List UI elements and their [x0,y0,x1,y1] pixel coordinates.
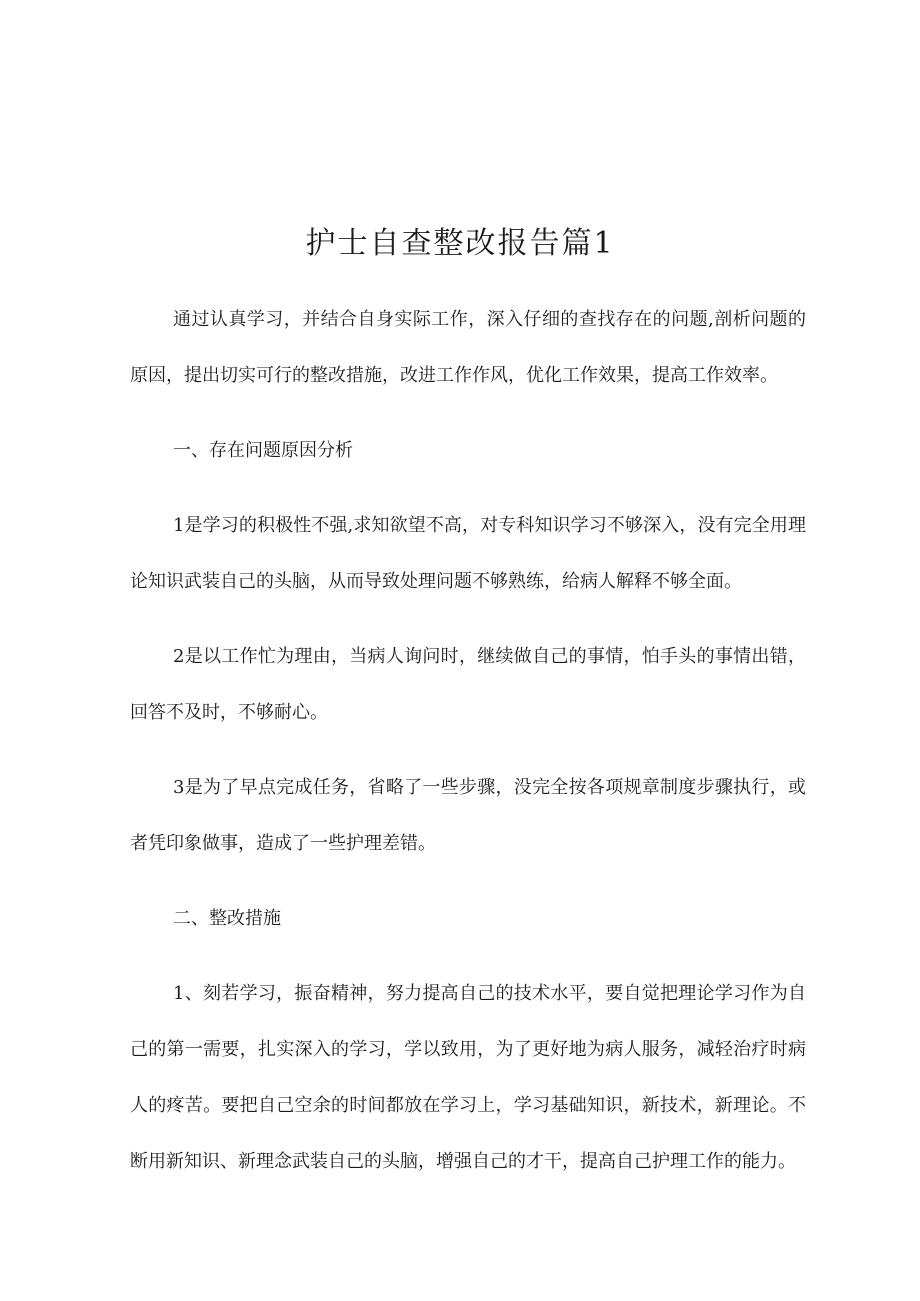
problem-item-3: 3是为了早点完成任务，省略了一些步骤，没完全按各项规章制度步骤执行，或者凭印象做事，造成了一些护理差错。 [130,777,806,854]
section-heading-measures: 二、整改措施 [173,908,281,929]
section-heading-problems: 一、存在问题原因分析 [173,440,353,461]
page-title: 护士自查整改报告篇1 [305,226,615,261]
problem-item-1: 1是学习的积极性不强,求知欲望不高，对专科知识学习不够深入，没有完全用理论知识武装自己的头脑，从而导致处理问题不够熟练，给病人解释不够全面。 [130,515,806,592]
intro-paragraph: 通过认真学习，并结合自身实际工作，深入仔细的查找存在的问题,剖析问题的原因，提出切实可行的整改措施，改进工作作风，优化工作效果，提高工作效率。 [130,309,806,386]
problem-item-2: 2是以工作忙为理由，当病人询问时，继续做自己的事情，怕手头的事情出错，回答不及时，不够耐心。 [130,646,806,723]
measure-item-1: 1、刻若学习，振奋精神，努力提高自己的技术水平，要自觉把理论学习作为自己的第一需要，扎实深入的学习，学以致用，为了更好地为病人服务，减轻治疗时病人的疼苦。要把自己空余的时间都放在学习上，学习基础知识，新技术，新理论。不断用新知识、新理念武装自己的头脑，增强自己的才干，提高自己护理工作的能力。 [130,983,806,1172]
document-body [130,292,806,1209]
